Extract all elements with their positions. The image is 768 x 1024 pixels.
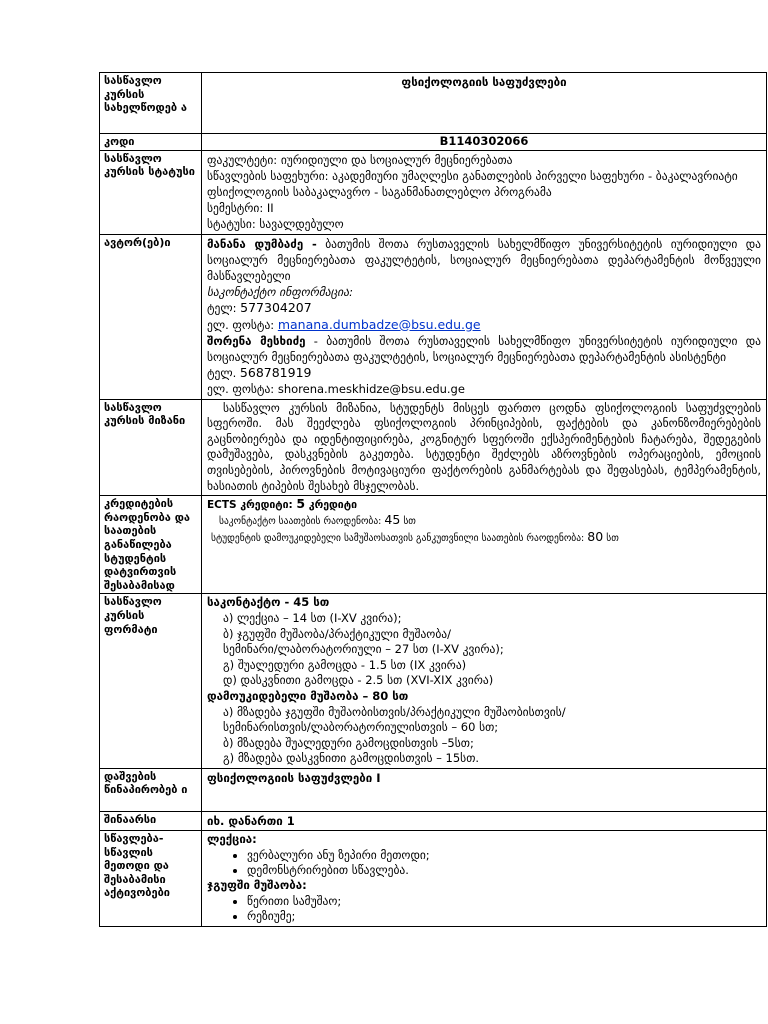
authors-label: ავტორ(ებ)ი: [100, 234, 202, 399]
row-prerequisites: [100, 768, 767, 811]
row-format: [100, 594, 767, 769]
credits-label: კრედიტების რაოდენობა და საათების განაწილება სტუდენტის დატვირთვის შესაბამისად: [100, 496, 202, 594]
independent-hours-line: [207, 529, 761, 546]
format-contact-item: გ) შუალედური გამოცდა - 1.5 სთ (IX კვირა): [223, 657, 467, 672]
status-value: [202, 150, 767, 234]
group-work-list: [207, 894, 761, 925]
course-syllabus-table: [99, 72, 767, 927]
status-program: ფსიქოლოგიის საბაკალავრო - საგანმანათლებლო პროგრამა: [207, 185, 552, 199]
format-independent-heading: დამოუკიდებელი მუშაობა – 80 სთ: [207, 688, 409, 703]
lecture-heading: ლექცია:: [207, 832, 257, 847]
row-credits: [100, 496, 767, 594]
list-item: • ვერბალური ანუ ზეპირი მეთოდი;: [247, 848, 761, 863]
ects-value: 5: [296, 496, 306, 512]
authors-value: [202, 234, 767, 399]
contact-hours-value: 45: [384, 512, 401, 528]
row-authors: [100, 234, 767, 399]
author-2: [207, 333, 761, 365]
row-status: [100, 150, 767, 234]
format-contact-item: სემინარი/ლაბორატორიული – 27 სთ (I-XV კვირა);: [223, 642, 504, 657]
row-course-title: [100, 73, 767, 134]
format-contact-heading: საკონტაქტო - 45 სთ: [207, 595, 330, 610]
row-methods: [100, 831, 767, 926]
status-label: სასწავლო კურსის სტატუსი: [100, 150, 202, 234]
methods-value: [202, 831, 767, 926]
format-contact-item: ა) ლექცია – 14 სთ (I-XV კვირა);: [223, 610, 402, 625]
status-type: სტატუსი: სავალდებულო: [207, 217, 344, 232]
email-label: ელ. ფოსტა:: [207, 317, 275, 332]
prerequisites-label: დაშვების წინაპირობებ ი: [100, 768, 202, 811]
goal-label: სასწავლო კურსის მიზანი: [100, 399, 202, 496]
status-semester: სემესტრი: II: [207, 201, 274, 216]
ects-suffix: კრედიტი: [308, 499, 357, 512]
lecture-methods-list: [207, 848, 761, 879]
format-label: სასწავლო კურსის ფორმატი: [100, 594, 202, 769]
author-1-phone: [207, 300, 761, 316]
content-value: იხ. დანართი 1: [202, 811, 767, 830]
ects-line: [207, 497, 761, 512]
ects-prefix: ECTS: [207, 499, 237, 512]
author-1-description: ბათუმის შოთა რუსთაველის სახელმწიფო უნივერსიტეტის იურიდიული და სოციალურ მეცნიერებათა ფაკულტეტის, სოციალურ მეცნიერებათა დეპარტამენტის მოწვეული მასწავლებელი: [207, 236, 762, 284]
status-level: სწავლების საფეხური: აკადემიური უმაღლესი განათლების პირველი საფეხური - ბაკალავრიატი: [207, 168, 738, 183]
author-2-phone: [207, 365, 761, 381]
phone-label: ტელ:: [207, 301, 237, 316]
independent-hours-unit: სთ: [606, 533, 619, 545]
contact-hours-label: საკონტაქტო საათების რაოდენობა:: [219, 516, 382, 528]
independent-hours-label: სტუდენტის დამოუკიდებელი სამუშაოსათვის განკუთვნილი საათების რაოდენობა:: [211, 533, 585, 545]
credits-value: [202, 496, 767, 594]
format-independent-item: ბ) მზადება შუალედური გამოცდისთვის –5სთ;: [223, 735, 474, 750]
author-2-email: ელ. ფოსტა: shorena.meskhidze@bsu.edu.ge: [207, 382, 465, 397]
syllabus-table: [99, 72, 767, 927]
course-title-value: ფსიქოლოგიის საფუძვლები: [202, 73, 767, 134]
format-independent-item: ა) მზადება ჯგუფში მუშაობისთვის/პრაქტიკული მუშაობისთვის/: [223, 704, 566, 719]
content-label: შინაარსი: [100, 811, 202, 830]
code-label: კოდი: [100, 134, 202, 151]
contact-hours-unit: სთ: [403, 516, 416, 528]
contact-info-heading: საკონტაქტო ინფორმაცია:: [207, 285, 353, 300]
row-content: [100, 811, 767, 830]
prerequisites-value: ფსიქოლოგიის საფუძვლები I: [202, 768, 767, 811]
author-2-description: - ბათუმის შოთა რუსთაველის სახელმწიფო უნივერსიტეტის იურიდიული და სოციალურ მეცნიერებათა ფაკულტეტის, სოციალურ მეცნიერებათა დეპარტამენტის ასისტენტი: [207, 333, 762, 365]
author-1: [207, 236, 761, 285]
course-title-label: სასწავლო კურსის სახელწოდებ ა: [100, 73, 202, 134]
author-2-name: შორენა მესხიძე: [207, 333, 306, 348]
row-code: [100, 134, 767, 151]
format-contact-item: დ) დასკვნითი გამოცდა - 2.5 სთ (XVI-XIX კვირა): [223, 673, 494, 688]
author-1-email: [207, 317, 761, 333]
independent-hours-value: 80: [587, 529, 604, 545]
author-1-email-link[interactable]: manana.dumbadze@bsu.edu.ge: [277, 316, 481, 332]
ects-text: კრედიტი:: [240, 499, 293, 512]
row-goal: [100, 399, 767, 496]
methods-label: სწავლება- სწავლის მეთოდი და შესაბამისი აქტივობები: [100, 831, 202, 926]
list-item: • რეზიუმე;: [247, 909, 761, 924]
goal-text: სასწავლო კურსის მიზანია, სტუდენტს მისცეს ფართო ცოდნა ფსიქოლოგიის საფუძვლების სფეროში. მას შეეძლება ფსიქოლოგიის პრინციპების, ფაქტების და კანონზომიერებების გაცნობიერება და იდენტიფიცირება, კოგნიტურ სფეროში ექსპერიმენტების ჩატარება, შედეგების დამუშავება, დასკვნების გაკეთება. სტუდენტი შეძლებს აზროვნების ოპერაციების, ემოციის თვისებების, პიროვნების მოტივაციური ფაქტორების განმარტებას და შეფასებას, ტემპერამენტის, ხასიათის ტიპების შესახებ მსჯელობას.: [202, 399, 767, 496]
phone-label: ტელ.: [207, 366, 237, 381]
format-value: [202, 594, 767, 769]
phone-number: 577304207: [240, 300, 312, 316]
group-work-heading: ჯგუფში მუშაობა:: [207, 878, 307, 893]
list-item: • წერითი სამუშაო;: [247, 894, 761, 909]
code-value: B1140302066: [202, 134, 767, 151]
phone-number: 568781919: [239, 365, 312, 381]
format-independent-item: სემინარისთვის/ლაბორატორიულისთვის – 60 სთ;: [223, 720, 499, 735]
format-independent-item: გ) მზადება დასკვნითი გამოცდისთვის – 15სთ.: [223, 751, 480, 766]
author-1-name: მანანა დუმბაძე -: [207, 236, 317, 251]
contact-hours-line: [207, 512, 761, 529]
list-item: • დემონსტრირებით სწავლება.: [247, 863, 761, 878]
status-faculty: ფაკულტეტი: იურიდიული და სოციალურ მეცნიერებათა: [207, 152, 513, 167]
format-contact-item: ბ) ჯგუფში მუშაობა/პრაქტიკული მუშაობა/: [223, 626, 452, 641]
